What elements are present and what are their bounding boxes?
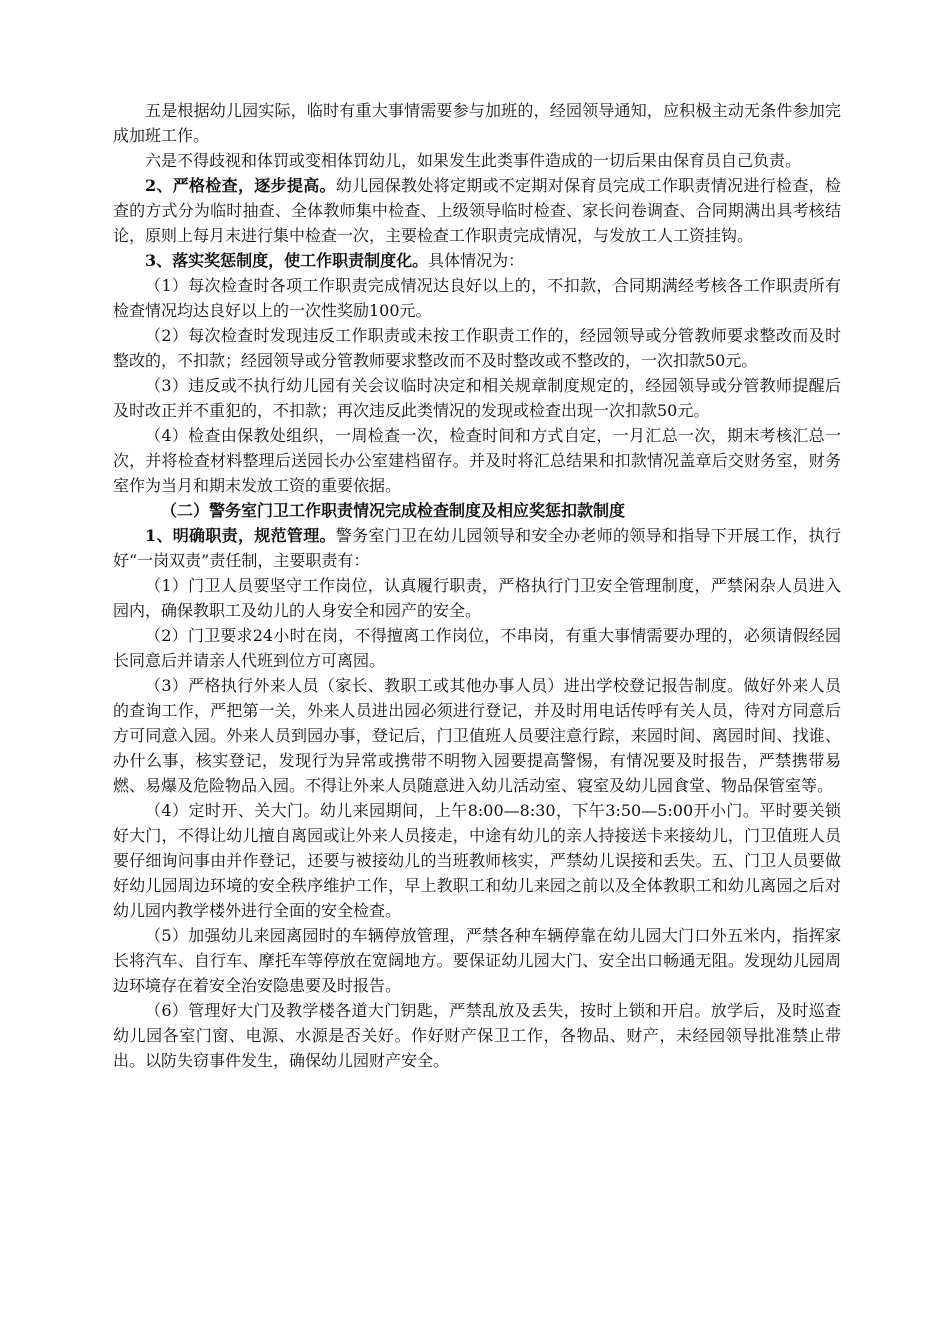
paragraph-text: （2）每次检查时发现违反工作职责或未按工作职责工作的，经园领导或分管教师要求整改而及时整改的，不扣款；经园领导或分管教师要求整改而不及时整改或不整改的，一次扣款50元。 [113,326,841,370]
paragraph [113,373,841,423]
paragraph-text: 五是根据幼儿园实际，临时有重大事情需要参与加班的，经园领导通知，应积极主动无条件参加完成加班工作。 [113,101,841,145]
paragraph-text: 幼儿园保教处将定期或不定期对保育员完成工作职责情况进行检查，检查的方式分为临时抽查、全体教师集中检查、上级领导临时检查、家长问卷调查、合同期满出具考核结论，原则上每月末进行集中检查一次，主要检查工作职责完成情况，与发放工人工资挂钩。 [113,176,841,245]
paragraph-text: 六是不得歧视和体罚或变相体罚幼儿，如果发生此类事件造成的一切后果由保育员自己负责。 [145,151,802,170]
paragraph [113,923,841,998]
paragraph [113,148,841,173]
paragraph-text: 具体情况为： [428,251,525,270]
paragraph-text: （4）检查由保教处组织，一周检查一次，检查时间和方式自定，一月汇总一次，期末考核汇总一次，并将检查材料整理后送园长办公室建档留存。并及时将汇总结果和扣款情况盖章后交财务室，财务室作为当月和期末发放工资的重要依据。 [113,426,841,495]
paragraph-heading: 2、严格检查，逐步提高。 [145,176,336,195]
paragraph-text: （1）每次检查时各项工作职责完成情况达良好以上的，不扣款，合同期满经考核各工作职责所有检查情况均达良好以上的一次性奖励100元。 [113,276,841,320]
paragraph [113,623,841,673]
paragraph [113,423,841,498]
paragraph [113,248,841,273]
paragraph-text: （4）定时开、关大门。幼儿来园期间，上午8:00—8:30，下午3:50—5:00开小门。平时要关锁好大门，不得让幼儿擅自离园或让外来人员接走，中途有幼儿的亲人持接送卡来接幼儿，门卫值班人员要仔细询问事由并作登记，还要与被接幼儿的当班教师核实，严禁幼儿误接和丢失。五、门卫人员要做好幼儿园周边环境的安全秩序维护工作，早上教职工和幼儿来园之前以及全体教职工和幼儿离园之后对幼儿园内教学楼外进行全面的安全检查。 [113,801,841,920]
paragraph [113,323,841,373]
paragraph-heading: 1、明确职责，规范管理。 [145,526,336,545]
paragraph [113,673,841,798]
paragraph-text: （6）管理好大门及教学楼各道大门钥匙，严禁乱放及丢失，按时上锁和开启。放学后，及时巡查幼儿园各室门窗、电源、水源是否关好。作好财产保卫工作，各物品、财产，未经园领导批准禁止带出。以防失窃事件发生，确保幼儿园财产安全。 [113,1001,841,1070]
paragraph [113,173,841,248]
paragraph-heading: 3、落实奖惩制度，使工作职责制度化。 [145,251,429,270]
document-body [113,98,841,1073]
paragraph [113,523,841,573]
paragraph-text: （1）门卫人员要坚守工作岗位，认真履行职责，严格执行门卫安全管理制度，严禁闲杂人员进入园内，确保教职工及幼儿的人身安全和园产的安全。 [113,576,841,620]
paragraph-text: （3）严格执行外来人员（家长、教职工或其他办事人员）进出学校登记报告制度。做好外来人员的查询工作，严把第一关，外来人员进出园必须进行登记，并及时用电话传呼有关人员，待对方同意后方可同意入园。外来人员到园办事，登记后，门卫值班人员要注意行踪，来园时间、离园时间、找谁、办什么事，核实登记，发现行为异常或携带不明物入园要提高警惕，有情况要及时报告，严禁携带易燃、易爆及危险物品入园。不得让外来人员随意进入幼儿活动室、寝室及幼儿园食堂、物品保管室等。 [113,676,841,795]
paragraph [113,573,841,623]
paragraph-text: （5）加强幼儿来园离园时的车辆停放管理，严禁各种车辆停靠在幼儿园大门口外五米内，指挥家长将汽车、自行车、摩托车等停放在宽阔地方。要保证幼儿园大门、安全出口畅通无阻。发现幼儿园周边环境存在着安全治安隐患要及时报告。 [113,926,841,995]
paragraph [113,98,841,148]
paragraph [113,998,841,1073]
paragraph-text: 警务室门卫在幼儿园领导和安全办老师的领导和指导下开展工作，执行好“一岗双责”责任制，主要职责有： [113,526,841,570]
section-heading-text: （二）警务室门卫工作职责情况完成检查制度及相应奖惩扣款制度 [161,501,626,520]
section-heading [113,498,841,523]
paragraph-text: （3）违反或不执行幼儿园有关会议临时决定和相关规章制度规定的，经园领导或分管教师提醒后及时改正并不重犯的，不扣款；再次违反此类情况的发现或检查出现一次扣款50元。 [113,376,841,420]
paragraph [113,273,841,323]
paragraph-text: （2）门卫要求24小时在岗，不得擅离工作岗位，不串岗，有重大事情需要办理的，必须请假经园长同意后并请亲人代班到位方可离园。 [113,626,841,670]
paragraph [113,798,841,923]
